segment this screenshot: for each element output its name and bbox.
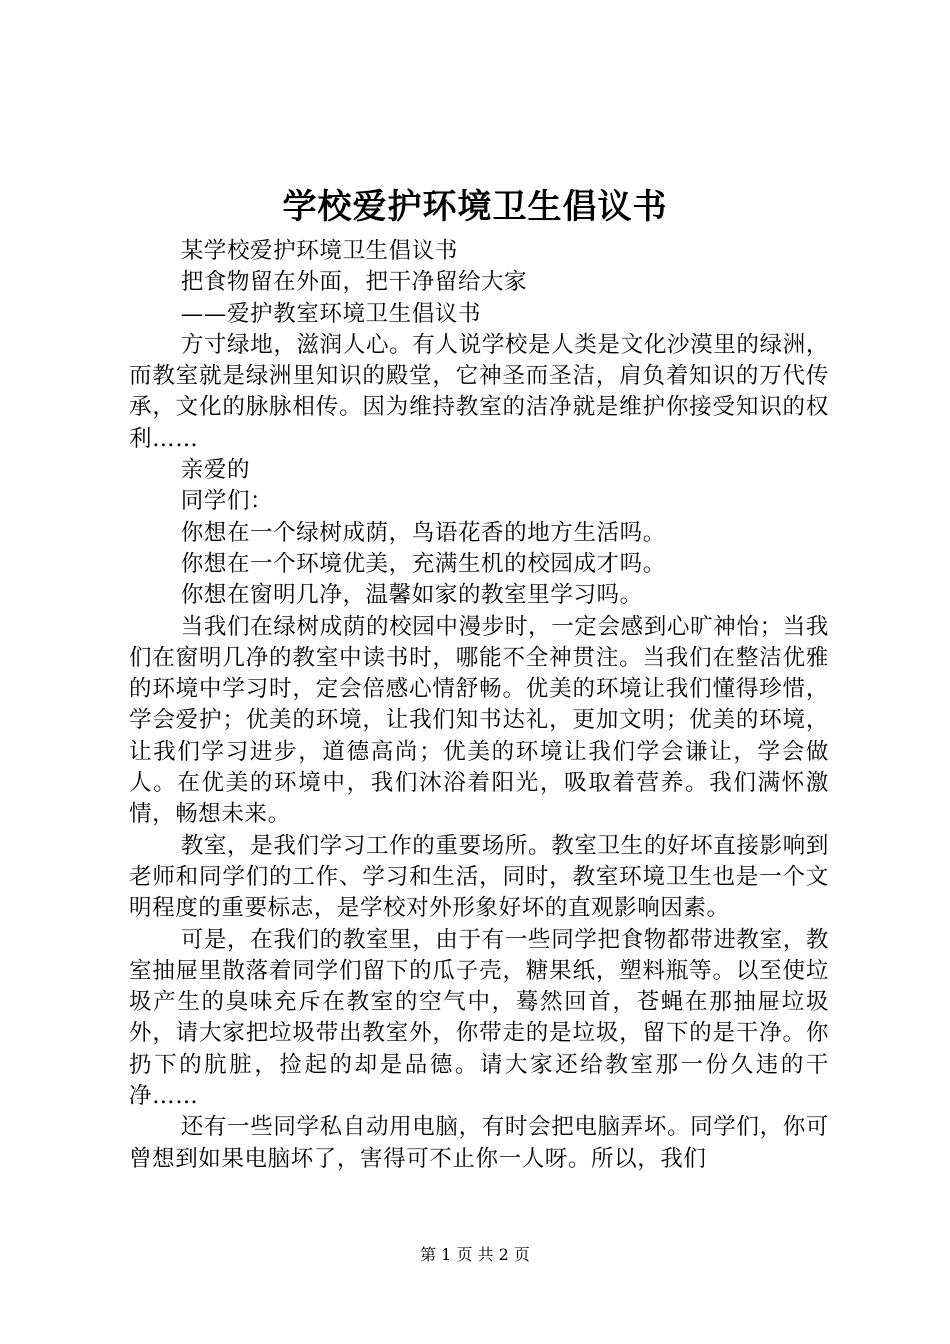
paragraph-computer: 还有一些同学私自动用电脑，有时会把电脑弄坏。同学们，你可曾想到如果电脑坏了，害得可不止你一人呀。所以，我们 <box>129 1114 829 1172</box>
paragraph-salutation-2: 同学们： <box>180 488 274 515</box>
paragraph-problem: 可是，在我们的教室里，由于有一些同学把食物都带进教室，教室抽屉里散落着同学们留下的瓜子壳，糖果纸，塑料瓶等。以至使垃圾产生的臭味充斥在教室的空气中，蓦然回首，苍蝇在那抽屉垃圾外，请大家把垃圾带出教室外，你带走的是垃圾，留下的是干净。你扔下的肮脏，捡起的却是品德。请大家还给教室那一份久违的干净…… <box>129 926 829 1110</box>
paragraph-question-2: 你想在一个环境优美，充满生机的校园成才吗。 <box>180 550 666 577</box>
paragraph-question-1: 你想在一个绿树成荫，鸟语花香的地方生活吗。 <box>180 519 666 546</box>
paragraph-heading-3: ——爱护教室环境卫生倡议书 <box>180 300 482 327</box>
paragraph-environment: 当我们在绿树成荫的校园中漫步时，一定会感到心旷神怡；当我们在窗明几净的教室中读书时，哪能不全神贯注。当我们在整洁优雅的环境中学习时，定会倍感心情舒畅。优美的环境让我们懂得珍惜，学会爱护；优美的环境，让我们知书达礼，更加文明；优美的环境，让我们学习进步，道德高尚；优美的环境让我们学会谦让，学会做人。在优美的环境中，我们沐浴着阳光，吸取着营养。我们满怀激情，畅想未来。 <box>129 613 829 828</box>
page-number: 第 1 页 共 2 页 <box>420 1245 530 1264</box>
document-title: 学校爱护环境卫生倡议书 <box>282 187 668 227</box>
paragraph-heading-1: 某学校爱护环境卫生倡议书 <box>180 238 458 264</box>
paragraph-heading-2: 把食物留在外面，把干净留给大家 <box>180 269 528 296</box>
document-body <box>129 236 829 1175</box>
paragraph-salutation-1: 亲爱的 <box>180 457 251 484</box>
paragraph-classroom: 教室，是我们学习工作的重要场所。教室卫生的好坏直接影响到老师和同学们的工作、学习和生活，同时，教室环境卫生也是一个文明程度的重要标志，是学校对外形象好坏的直观影响因素。 <box>129 832 829 922</box>
paragraph-intro: 方寸绿地，滋润人心。有人说学校是人类是文化沙漠里的绿洲，而教室就是绿洲里知识的殿堂，它神圣而圣洁，肩负着知识的万代传承，文化的脉脉相传。因为维持教室的洁净就是维护你接受知识的权利…… <box>129 331 829 452</box>
paragraph-question-3: 你想在窗明几净，温馨如家的教室里学习吗。 <box>180 582 643 609</box>
